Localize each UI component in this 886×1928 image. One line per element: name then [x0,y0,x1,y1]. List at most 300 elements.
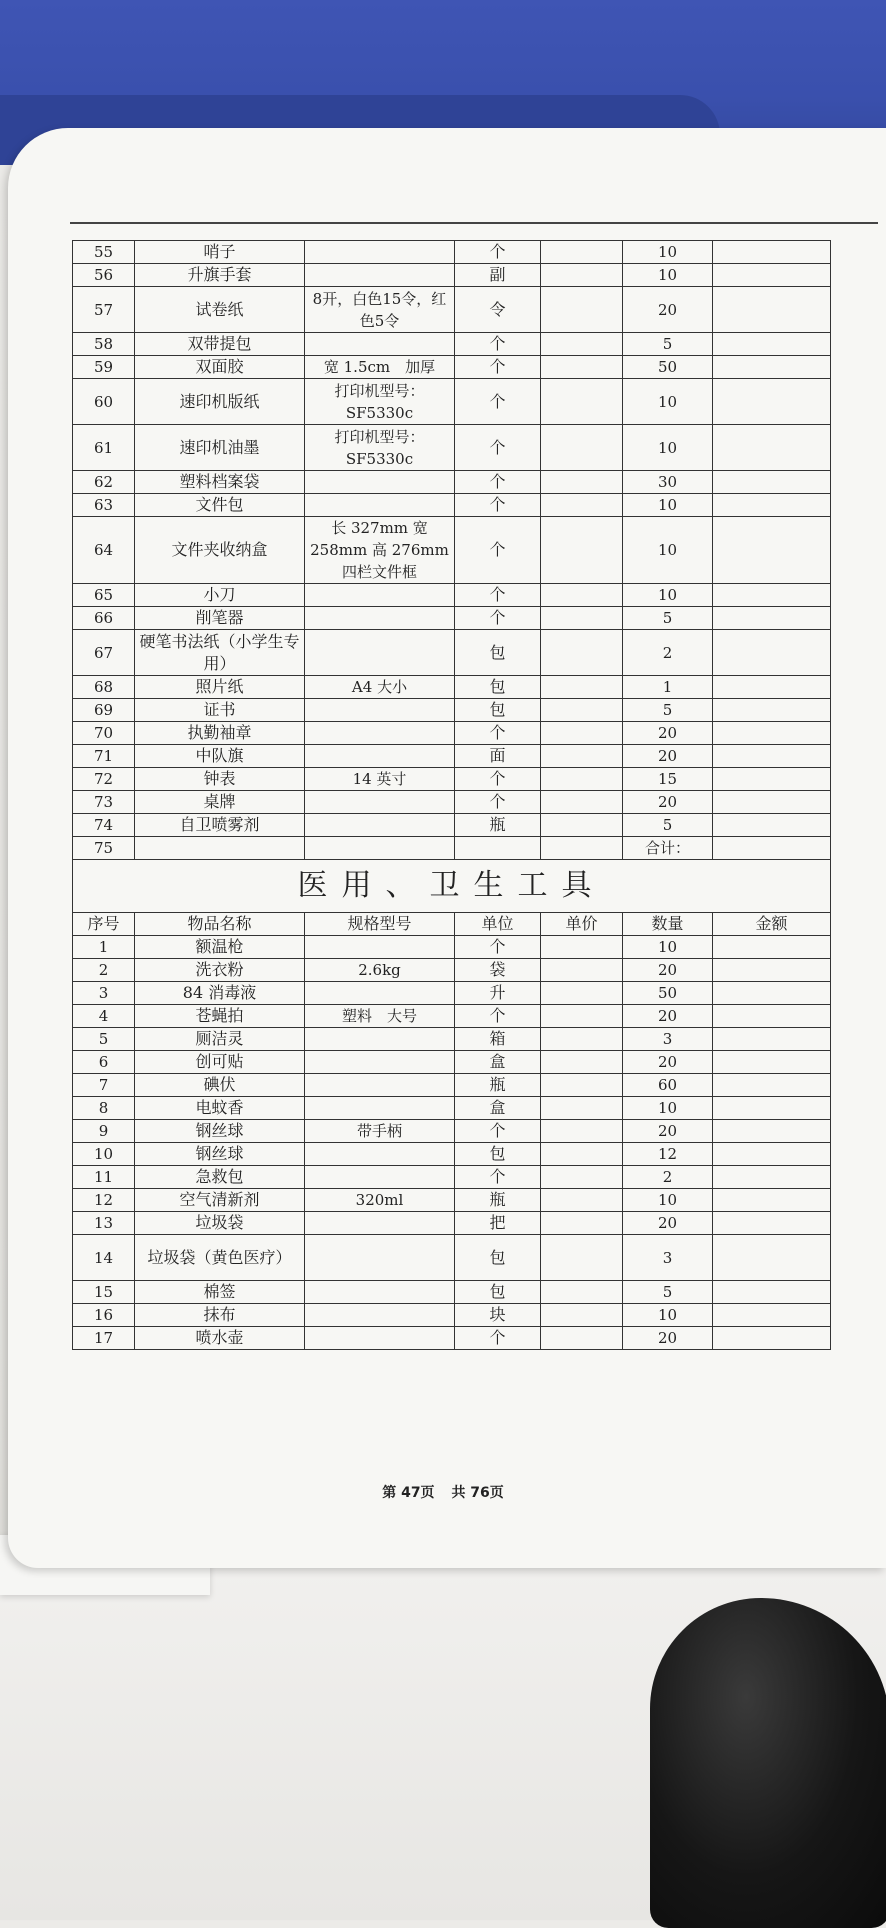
cell-price [541,1327,623,1350]
cell-amount [713,768,831,791]
cell-name: 双面胶 [135,356,305,379]
cell-no: 13 [73,1212,135,1235]
cell-qty: 20 [623,1212,713,1235]
cell-price [541,630,623,676]
cell-spec: 14 英寸 [305,768,455,791]
cell-amount [713,1143,831,1166]
header-name: 物品名称 [135,913,305,936]
cell-spec [305,1074,455,1097]
cell-no: 4 [73,1005,135,1028]
table-row [73,287,831,333]
table-row [73,814,831,837]
header-no: 序号 [73,913,135,936]
cell-no: 58 [73,333,135,356]
cell-spec: 长 327mm 宽 258mm 高 276mm 四栏文件框 [305,517,455,584]
table-row [73,379,831,425]
cell-unit: 包 [455,1235,541,1281]
table-row [73,676,831,699]
cell-unit: 把 [455,1212,541,1235]
cell-price [541,264,623,287]
cell-no: 60 [73,379,135,425]
cell-name: 钢丝球 [135,1143,305,1166]
cell-unit: 面 [455,745,541,768]
cell-unit: 包 [455,676,541,699]
cell-qty: 60 [623,1074,713,1097]
cell-unit: 块 [455,1304,541,1327]
cell-no: 57 [73,287,135,333]
cell-name: 削笔器 [135,607,305,630]
cell-price [541,517,623,584]
cell-name: 中队旗 [135,745,305,768]
cell-spec: 带手柄 [305,1120,455,1143]
cell-name: 哨子 [135,241,305,264]
cell-amount [713,471,831,494]
cell-spec: 宽 1.5cm 加厚 [305,356,455,379]
table-row [73,1074,831,1097]
cell-name: 执勤袖章 [135,722,305,745]
cell-unit: 个 [455,379,541,425]
cell-name: 喷水壶 [135,1327,305,1350]
cell-name: 电蚊香 [135,1097,305,1120]
cell-spec [305,1097,455,1120]
cell-spec [305,584,455,607]
cell-amount [713,722,831,745]
table-row [73,1327,831,1350]
cell-no: 55 [73,241,135,264]
cell-price [541,607,623,630]
cell-unit: 个 [455,333,541,356]
cell-unit: 副 [455,264,541,287]
cell-qty: 20 [623,287,713,333]
cell-spec: 8开，白色15令，红色5令 [305,287,455,333]
cell-name: 垃圾袋 [135,1212,305,1235]
cell-no: 72 [73,768,135,791]
cell-qty: 10 [623,241,713,264]
cell-qty: 合计： [623,837,713,860]
cell-name: 照片纸 [135,676,305,699]
cell-qty: 20 [623,1120,713,1143]
cell-unit: 袋 [455,959,541,982]
cell-price [541,959,623,982]
table-body-top [73,241,831,860]
cell-amount [713,379,831,425]
cell-spec: 塑料 大号 [305,1005,455,1028]
table-row [73,982,831,1005]
cell-unit: 包 [455,1143,541,1166]
cell-price [541,584,623,607]
cell-no: 64 [73,517,135,584]
cell-spec: 320ml [305,1189,455,1212]
cell-name: 桌牌 [135,791,305,814]
cell-unit: 盒 [455,1051,541,1074]
table-row [73,1120,831,1143]
cell-price [541,1143,623,1166]
header-amount: 金额 [713,913,831,936]
cell-price [541,982,623,1005]
shoe [650,1598,886,1928]
cell-no: 16 [73,1304,135,1327]
cell-no: 75 [73,837,135,860]
cell-amount [713,699,831,722]
cell-price [541,1051,623,1074]
header-unit: 单位 [455,913,541,936]
cell-qty: 2 [623,630,713,676]
cell-name: 抹布 [135,1304,305,1327]
cell-unit: 升 [455,982,541,1005]
cell-name: 洗衣粉 [135,959,305,982]
cell-qty: 20 [623,722,713,745]
cell-qty: 20 [623,745,713,768]
cell-qty: 5 [623,814,713,837]
page-number: 第 47页 [382,1485,435,1501]
cell-name: 速印机版纸 [135,379,305,425]
cell-unit: 瓶 [455,1074,541,1097]
cell-qty: 20 [623,1005,713,1028]
cell-price [541,1120,623,1143]
table-row [73,791,831,814]
cell-unit: 个 [455,471,541,494]
cell-no: 2 [73,959,135,982]
cell-amount [713,1189,831,1212]
table-row [73,936,831,959]
cell-no: 17 [73,1327,135,1350]
cell-unit: 令 [455,287,541,333]
cell-name: 垃圾袋（黄色医疗） [135,1235,305,1281]
cell-spec [305,936,455,959]
cell-no: 68 [73,676,135,699]
table-row [73,630,831,676]
cell-no: 1 [73,936,135,959]
header-rule [70,222,878,224]
cell-qty: 30 [623,471,713,494]
table-row [73,1051,831,1074]
cell-price [541,768,623,791]
cell-spec [305,471,455,494]
cell-spec [305,1304,455,1327]
cell-name: 苍蝇拍 [135,1005,305,1028]
cell-name: 文件夹收纳盒 [135,517,305,584]
cell-name: 厕洁灵 [135,1028,305,1051]
table-row [73,1005,831,1028]
cell-amount [713,791,831,814]
table-row [73,1166,831,1189]
table-row [73,837,831,860]
cell-qty: 50 [623,356,713,379]
cell-spec: 打印机型号：SF5330c [305,379,455,425]
cell-qty: 20 [623,1327,713,1350]
cell-name: 84 消毒液 [135,982,305,1005]
cell-no: 74 [73,814,135,837]
cell-name: 试卷纸 [135,287,305,333]
cell-price [541,1074,623,1097]
cell-spec: 打印机型号：SF5330c [305,425,455,471]
table-row [73,241,831,264]
table-row [73,1028,831,1051]
cell-price [541,699,623,722]
cell-name: 创可贴 [135,1051,305,1074]
cell-price [541,837,623,860]
cell-qty: 20 [623,1051,713,1074]
table-row [73,264,831,287]
cell-qty: 10 [623,1304,713,1327]
cell-amount [713,287,831,333]
cell-price [541,1281,623,1304]
table-row [73,607,831,630]
table-row [73,1281,831,1304]
table-row [73,517,831,584]
cell-unit: 个 [455,241,541,264]
cell-no: 7 [73,1074,135,1097]
cell-unit: 包 [455,699,541,722]
cell-no: 70 [73,722,135,745]
cell-spec [305,1028,455,1051]
cell-qty: 5 [623,1281,713,1304]
cell-unit: 个 [455,1120,541,1143]
cell-unit: 个 [455,494,541,517]
cell-name: 小刀 [135,584,305,607]
cell-price [541,333,623,356]
table-row [73,425,831,471]
cell-amount [713,745,831,768]
cell-qty: 20 [623,959,713,982]
cell-unit: 个 [455,768,541,791]
cell-no: 11 [73,1166,135,1189]
cell-name: 碘伏 [135,1074,305,1097]
table-row [73,333,831,356]
cell-name: 双带提包 [135,333,305,356]
cell-qty: 10 [623,264,713,287]
cell-qty: 5 [623,607,713,630]
cell-name: 文件包 [135,494,305,517]
table-row [73,356,831,379]
cell-price [541,287,623,333]
cell-amount [713,333,831,356]
cell-name: 额温枪 [135,936,305,959]
page-footer [0,1482,886,1502]
cell-price [541,1097,623,1120]
cell-amount [713,676,831,699]
cell-amount [713,356,831,379]
cell-qty: 1 [623,676,713,699]
cell-unit: 个 [455,356,541,379]
cell-name [135,837,305,860]
cell-no: 63 [73,494,135,517]
cell-no: 3 [73,982,135,1005]
table-row [73,745,831,768]
cell-no: 65 [73,584,135,607]
cell-price [541,1166,623,1189]
cell-spec [305,494,455,517]
cell-qty: 15 [623,768,713,791]
cell-qty: 10 [623,517,713,584]
cell-amount [713,241,831,264]
cell-qty: 10 [623,425,713,471]
cell-unit: 瓶 [455,1189,541,1212]
table-row [73,1304,831,1327]
cell-unit: 个 [455,1166,541,1189]
cell-spec [305,264,455,287]
cell-spec [305,333,455,356]
cell-spec [305,1166,455,1189]
cell-unit: 个 [455,1327,541,1350]
cell-qty: 20 [623,791,713,814]
cell-amount [713,1097,831,1120]
cell-name: 空气清新剂 [135,1189,305,1212]
cell-amount [713,814,831,837]
cell-price [541,471,623,494]
cell-spec [305,699,455,722]
cell-spec [305,982,455,1005]
cell-name: 钢丝球 [135,1120,305,1143]
cell-amount [713,607,831,630]
table-row [73,1189,831,1212]
table-row [73,1097,831,1120]
section-title: 医用、卫生工具 [73,860,831,913]
table-row [73,1212,831,1235]
cell-unit: 盒 [455,1097,541,1120]
cell-unit: 包 [455,630,541,676]
cell-amount [713,1074,831,1097]
cell-amount [713,584,831,607]
cell-amount [713,1281,831,1304]
cell-no: 9 [73,1120,135,1143]
cell-no: 66 [73,607,135,630]
cell-name: 钟表 [135,768,305,791]
header-row [73,913,831,936]
cell-spec [305,745,455,768]
cell-spec [305,1051,455,1074]
cell-unit: 个 [455,607,541,630]
cell-no: 61 [73,425,135,471]
cell-name: 证书 [135,699,305,722]
cell-qty: 3 [623,1235,713,1281]
cell-qty: 10 [623,1189,713,1212]
header-qty: 数量 [623,913,713,936]
cell-qty: 10 [623,584,713,607]
cell-price [541,791,623,814]
cell-amount [713,1166,831,1189]
section-row [73,860,831,913]
cell-spec [305,814,455,837]
cell-name: 自卫喷雾剂 [135,814,305,837]
cell-no: 73 [73,791,135,814]
cell-no: 10 [73,1143,135,1166]
cell-amount [713,630,831,676]
cell-unit: 瓶 [455,814,541,837]
cell-price [541,1304,623,1327]
table-row [73,494,831,517]
cell-no: 59 [73,356,135,379]
header-price: 单价 [541,913,623,936]
header-spec: 规格型号 [305,913,455,936]
cell-name: 急救包 [135,1166,305,1189]
cell-amount [713,837,831,860]
cell-spec [305,1327,455,1350]
cell-qty: 50 [623,982,713,1005]
cell-spec [305,241,455,264]
cell-price [541,241,623,264]
cell-amount [713,517,831,584]
supplies-table [72,240,831,1350]
cell-unit: 包 [455,1281,541,1304]
cell-unit: 个 [455,1005,541,1028]
cell-amount [713,1304,831,1327]
cell-amount [713,959,831,982]
cell-spec [305,1143,455,1166]
cell-qty: 5 [623,699,713,722]
table-row [73,722,831,745]
cell-no: 67 [73,630,135,676]
cell-no: 62 [73,471,135,494]
cell-unit: 个 [455,722,541,745]
cell-qty: 10 [623,936,713,959]
cell-amount [713,1028,831,1051]
cell-spec [305,837,455,860]
cell-amount [713,1120,831,1143]
table-row [73,1235,831,1281]
table-body-bottom [73,936,831,1350]
cell-qty: 2 [623,1166,713,1189]
cell-qty: 10 [623,1097,713,1120]
cell-amount [713,1212,831,1235]
cell-qty: 5 [623,333,713,356]
table-row [73,699,831,722]
cell-price [541,745,623,768]
cell-qty: 10 [623,379,713,425]
cell-amount [713,982,831,1005]
cell-price [541,722,623,745]
cell-spec [305,607,455,630]
cell-price [541,1028,623,1051]
cell-no: 5 [73,1028,135,1051]
table-row [73,584,831,607]
cell-spec [305,630,455,676]
cell-amount [713,494,831,517]
cell-price [541,676,623,699]
cell-price [541,379,623,425]
cell-unit: 个 [455,791,541,814]
cell-price [541,1005,623,1028]
cell-name: 升旗手套 [135,264,305,287]
cell-price [541,814,623,837]
cell-no: 56 [73,264,135,287]
cell-amount [713,264,831,287]
table-row [73,471,831,494]
cell-price [541,1235,623,1281]
table-row [73,959,831,982]
cell-unit: 个 [455,425,541,471]
cell-price [541,1189,623,1212]
table-row [73,1143,831,1166]
cell-qty: 10 [623,494,713,517]
cell-name: 棉签 [135,1281,305,1304]
cell-amount [713,1051,831,1074]
cell-spec: 2.6kg [305,959,455,982]
cell-no: 14 [73,1235,135,1281]
cell-qty: 3 [623,1028,713,1051]
cell-no: 71 [73,745,135,768]
cell-unit: 箱 [455,1028,541,1051]
cell-spec [305,1235,455,1281]
cell-amount [713,1327,831,1350]
cell-price [541,425,623,471]
cell-no: 69 [73,699,135,722]
cell-no: 15 [73,1281,135,1304]
cell-spec: A4 大小 [305,676,455,699]
cell-name: 塑料档案袋 [135,471,305,494]
cell-spec [305,1212,455,1235]
cell-amount [713,1005,831,1028]
